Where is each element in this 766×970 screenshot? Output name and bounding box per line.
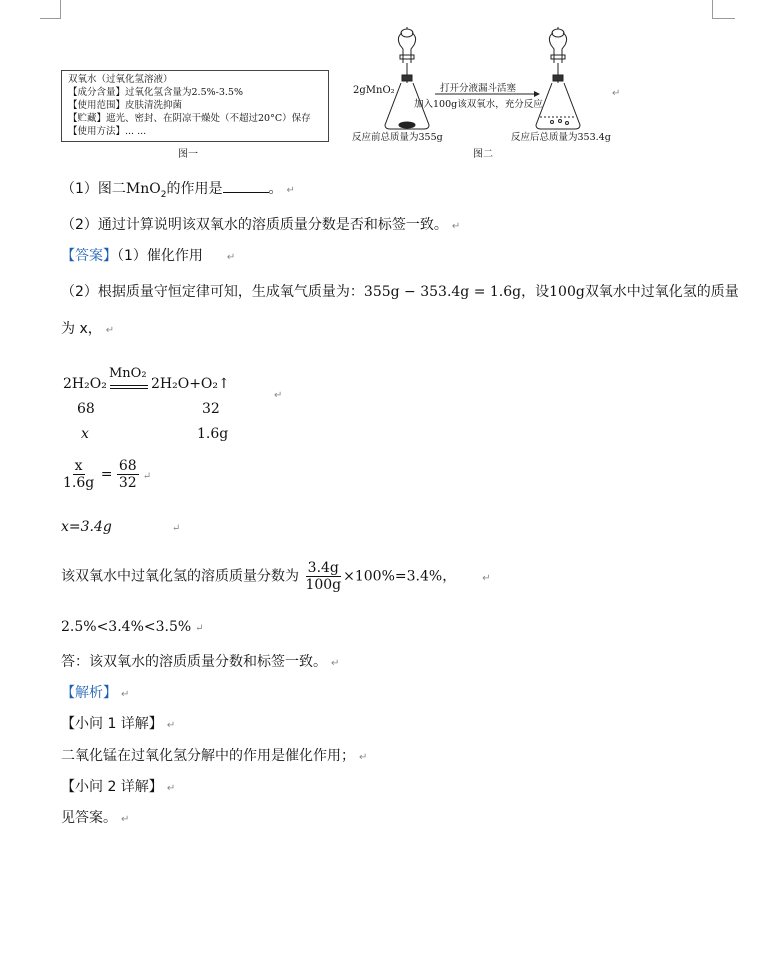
- q2-text: （2）通过计算说明该双氧水的溶质质量分数是否和标签一致。: [61, 217, 448, 233]
- a2-line2-text: 为 x，: [61, 321, 102, 337]
- ratio-right-32: 32: [202, 401, 220, 417]
- equation-left: 2H₂O₂: [63, 376, 107, 392]
- equation-catalyst: MnO₂: [109, 366, 147, 381]
- answer-tag: 【答案】: [61, 248, 117, 264]
- proportion-n2: 68: [118, 458, 137, 474]
- q1-prefix: （1）图二: [61, 181, 126, 197]
- crop-mark-top-left: [40, 0, 61, 19]
- paragraph-mark: ↵: [142, 470, 152, 482]
- paragraph-mark: ↵: [612, 88, 621, 99]
- proportion-d1: 1.6g: [63, 475, 95, 491]
- sub2-text: [61, 807, 129, 827]
- flask-before-icon: [385, 27, 429, 129]
- a2-text-b: ，设: [521, 284, 550, 300]
- fraction-suffix: ×100%=3.4%，: [343, 568, 457, 585]
- paragraph-mark: ↵: [331, 658, 340, 669]
- ratio-right-1-6g: 1.6g: [197, 426, 229, 442]
- paragraph-mark: ↵: [121, 814, 130, 825]
- fraction-prefix: 该双氧水中过氧化氢的溶质质量分数为: [61, 568, 299, 585]
- figure1-line-2: 【使用范围】皮肤清洗抑菌: [68, 100, 183, 111]
- answer-blank: [223, 180, 269, 193]
- figure2-arrow-bottom: 加入100g该双氧水，充分反应: [414, 99, 543, 110]
- fraction-line: [61, 560, 491, 593]
- result-x-text: x=3.4g: [61, 519, 112, 535]
- q1-chem-sub: 2: [160, 189, 167, 200]
- figure1-caption: 图一: [178, 149, 198, 160]
- figure1-label-box: [61, 70, 329, 142]
- sub1-tag: [61, 713, 175, 733]
- result-x: [61, 519, 180, 535]
- paragraph-mark: ↵: [166, 720, 176, 731]
- figure2-arrow-top: 打开分液漏斗活塞: [440, 83, 517, 94]
- answer-2-line-1: [61, 281, 739, 301]
- answer-2-line-2: [61, 318, 114, 338]
- equation-right: 2H₂O+O₂↑: [151, 376, 230, 392]
- answer-1: [61, 245, 235, 265]
- analysis-tag-text: 【解析】: [61, 685, 117, 701]
- compare-text: 2.5%<3.4%<3.5%: [61, 619, 192, 635]
- conclusion-text: 答：该双氧水的溶质质量分数和标签一致。: [61, 654, 327, 670]
- proportion: $\frac{x}{1.6g}$ = $\frac{68}{32}$ ↵: [63, 458, 152, 491]
- ratio-left-68: 68: [77, 401, 95, 417]
- paragraph-mark: ↵: [359, 752, 368, 763]
- a2-text-c: 双氧水中过氧化氢的质量: [584, 284, 739, 300]
- paragraph-mark: ↵: [121, 689, 130, 700]
- paragraph-mark: ↵: [286, 185, 295, 196]
- analysis-tag: [61, 682, 129, 702]
- figure2-after-mass: 反应后总质量为353.4g: [511, 132, 611, 143]
- figure1-line-3: 【贮藏】遮光、密封、在阴凉干燥处（不超过20°C）保存: [68, 113, 311, 124]
- equation-equals-sign: [110, 385, 148, 389]
- crop-mark-top-right: [712, 0, 735, 19]
- paragraph-mark: ↵: [166, 783, 176, 794]
- figure2-before-mass: 反应前总质量为355g: [352, 132, 443, 143]
- figure2-caption: 图二: [473, 149, 493, 160]
- figure2-left-label: 2gMnO₂: [353, 85, 395, 96]
- a2-equation: 355g − 353.4g = 1.6g: [363, 284, 522, 300]
- question-2: [61, 214, 460, 234]
- fraction-num: 3.4g: [307, 560, 339, 576]
- q1-end: 。: [268, 181, 283, 197]
- flask-after-icon: [536, 27, 580, 129]
- figure1-line-1: 【成分含量】过氧化氢含量为2.5%-3.5%: [68, 87, 243, 98]
- proportion-n1: x: [74, 458, 83, 474]
- paragraph-mark: ↵: [195, 623, 204, 634]
- proportion-d2: 32: [118, 475, 137, 491]
- question-1: [61, 178, 295, 200]
- sub2-tag-text: 【小问 2 详解】: [61, 779, 163, 795]
- answer-1-text: （1）催化作用: [117, 248, 203, 264]
- ratio-left-x: x: [81, 426, 89, 442]
- paragraph-mark: ↵: [274, 390, 283, 401]
- paragraph-mark: ↵: [451, 221, 461, 232]
- paragraph-mark: ↵: [105, 325, 115, 336]
- figure1-title: 双氧水（过氧化氢溶液）: [68, 74, 173, 85]
- sub1-tag-text: 【小问 1 详解】: [61, 716, 163, 732]
- sub1-text: [61, 745, 367, 765]
- sub2-tag: [61, 776, 175, 796]
- a2-mass: 100g: [549, 284, 585, 300]
- q1-chem: MnO: [125, 181, 161, 197]
- paragraph-mark: ↵: [226, 252, 236, 263]
- paragraph-mark: ↵: [482, 572, 491, 584]
- figure1-line-4: 【使用方法】... ...: [68, 126, 147, 137]
- sub1-text-body: 二氧化锰在过氧化氢分解中的作用是催化作用；: [61, 748, 355, 764]
- a2-text-a: （2）根据质量守恒定律可知，生成氧气质量为：: [61, 284, 364, 300]
- compare: [61, 619, 204, 635]
- fraction-den: 100g: [305, 577, 342, 593]
- conclusion: [61, 651, 339, 671]
- paragraph-mark: ↵: [171, 523, 181, 534]
- sub2-text-body: 见答案。: [61, 810, 117, 826]
- q1-suffix: 的作用是: [166, 181, 223, 197]
